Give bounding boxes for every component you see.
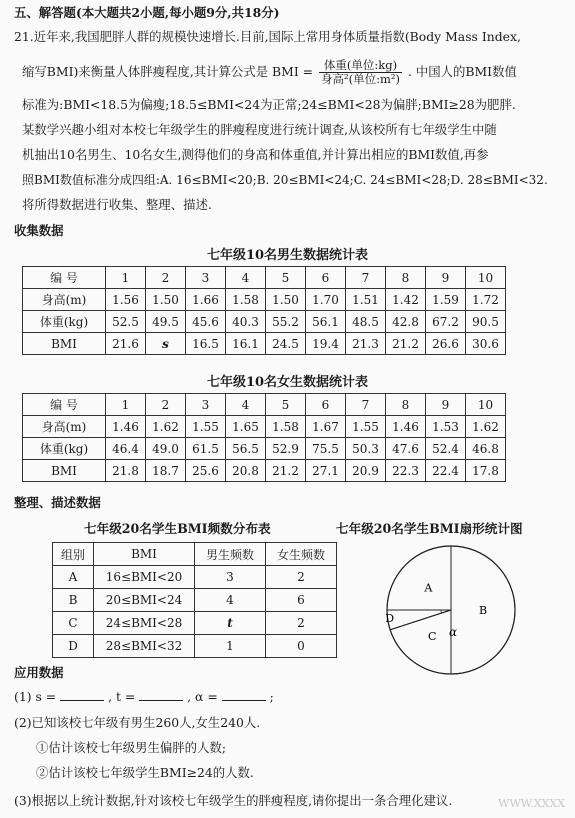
question-3: (3)根据以上统计数据,针对该校七年级学生的胖瘦程度,请你提出一条合理化建议. (14, 793, 453, 808)
table-cell: 16≤BMI<20 (94, 566, 195, 589)
table-cell: 21.8 (106, 460, 146, 482)
boys-data-table (22, 266, 506, 355)
formula-denominator: 身高²(单位:m²) (321, 72, 400, 86)
q1-s-blank[interactable] (60, 688, 104, 701)
table-cell: 49.0 (146, 438, 186, 460)
formula-numerator: 体重(单位:kg) (319, 59, 402, 73)
table-cell: 体重(kg) (23, 311, 106, 333)
table-cell: 17.8 (466, 460, 506, 482)
table-cell: BMI (23, 460, 106, 482)
table-cell: 67.2 (426, 311, 466, 333)
table-cell: 1.55 (186, 416, 226, 438)
table-cell: 编 号 (23, 267, 106, 289)
table-cell: 55.2 (266, 311, 306, 333)
table-cell: 9 (426, 394, 466, 416)
table-cell: 42.8 (386, 311, 426, 333)
table-cell: 6 (266, 589, 337, 612)
table-cell: 3 (186, 394, 226, 416)
table-cell: 4 (195, 589, 266, 612)
table-cell: A (53, 566, 94, 589)
table-cell: 24≤BMI<28 (94, 612, 195, 635)
table-cell: 1 (106, 394, 146, 416)
table-cell: 26.6 (426, 333, 466, 355)
table-row (53, 566, 337, 589)
pie-label-c: C (427, 629, 437, 643)
table-cell: 女生频数 (266, 543, 337, 566)
problem-line-4: 某数学兴趣小组对本校七年级学生的胖瘦程度进行统计调查,从该校所有七年级学生中随 (22, 122, 497, 137)
table-cell: 56.1 (306, 311, 346, 333)
table-cell: 组别 (53, 543, 94, 566)
table-header-row (53, 543, 337, 566)
freq-table-title: 七年级20名学生BMI频数分布表 (84, 521, 271, 536)
table-cell: 男生频数 (195, 543, 266, 566)
pie-slice-a (387, 546, 451, 610)
table-cell: 1.46 (386, 416, 426, 438)
bmi-pie-chart (381, 540, 521, 680)
table-cell: 45.6 (186, 311, 226, 333)
table-row (53, 589, 337, 612)
table-cell: 19.4 (306, 333, 346, 355)
table-cell: 1.53 (426, 416, 466, 438)
alpha-label: α (449, 625, 458, 639)
q1-t-blank[interactable] (139, 688, 183, 701)
table-cell: 5 (266, 394, 306, 416)
table-cell: 1.55 (346, 416, 386, 438)
table-cell: 8 (386, 394, 426, 416)
table-cell: 1.42 (386, 289, 426, 311)
table-cell: 61.5 (186, 438, 226, 460)
table-cell: 20.9 (346, 460, 386, 482)
table-cell: 1.50 (146, 289, 186, 311)
question-2: (2)已知该校七年级有男生260人,女生240人. (14, 715, 261, 730)
table-cell: 21.2 (386, 333, 426, 355)
table-cell: 16.1 (226, 333, 266, 355)
q1-s-label: (1) s = (14, 689, 57, 704)
table-cell: t (195, 612, 266, 635)
table-cell: 7 (346, 267, 386, 289)
table-cell: 2 (266, 566, 337, 589)
table-cell: 6 (306, 394, 346, 416)
problem-line-6: 照BMI数值标准分成四组:A. 16≤BMI<20;B. 20≤BMI<24;C. 24≤BMI<28;D. 28≤BMI<32. (22, 173, 548, 187)
problem-line-3: 标准为:BMI<18.5为偏瘦;18.5≤BMI<24为正常;24≤BMI<28为偏胖;BMI≥28为肥胖. (22, 97, 516, 112)
table-cell: 1.58 (226, 289, 266, 311)
problem-line-2 (22, 58, 567, 86)
table-row (23, 438, 506, 460)
boys-table-title: 七年级10名男生数据统计表 (206, 248, 369, 263)
table-cell: 1.67 (306, 416, 346, 438)
watermark: WWW.XXXX (498, 797, 565, 810)
table-cell: 体重(kg) (23, 438, 106, 460)
table-cell: 50.3 (346, 438, 386, 460)
table-cell: 身高(m) (23, 416, 106, 438)
pie-label-d: D (385, 611, 395, 625)
table-cell: 20≤BMI<24 (94, 589, 195, 612)
table-cell: 48.5 (346, 311, 386, 333)
table-cell: 46.4 (106, 438, 146, 460)
table-cell: 1.46 (106, 416, 146, 438)
table-cell: 22.4 (426, 460, 466, 482)
table-cell: 1.50 (266, 289, 306, 311)
table-cell: 52.9 (266, 438, 306, 460)
table-cell: 16.5 (186, 333, 226, 355)
table-cell: 10 (466, 394, 506, 416)
collect-label: 收集数据 (14, 223, 64, 238)
bmi-frequency-table (52, 542, 337, 658)
pie-chart-title: 七年级20名学生BMI扇形统计图 (336, 521, 523, 536)
table-cell: 28≤BMI<32 (94, 635, 195, 658)
table-cell: 21.2 (266, 460, 306, 482)
table-cell: 1.70 (306, 289, 346, 311)
table-row (23, 333, 506, 355)
table-cell: 1.51 (346, 289, 386, 311)
table-cell: B (53, 589, 94, 612)
formula-suffix: . 中国人的BMI数值 (407, 64, 517, 79)
table-cell: 1.62 (466, 416, 506, 438)
q1-end: ; (269, 689, 274, 704)
bmi-formula (319, 59, 402, 86)
section-header: 五、解答题(本大题共2小题,每小题9分,共18分) (14, 5, 280, 20)
table-cell: s (146, 333, 186, 355)
girls-table-title: 七年级10名女生数据统计表 (206, 375, 369, 390)
table-cell: 27.1 (306, 460, 346, 482)
table-cell: 22.3 (386, 460, 426, 482)
table-cell: 52.5 (106, 311, 146, 333)
question-2-2: ②估计该校七年级学生BMI≥24的人数. (36, 765, 254, 780)
table-cell: 90.5 (466, 311, 506, 333)
q1-alpha-blank[interactable] (222, 688, 266, 701)
table-cell: 2 (146, 394, 186, 416)
problem-line-1: 21.近年来,我国肥胖人群的规模快速增长.目前,国际上常用身体质量指数(Body Mass Index, (14, 29, 521, 44)
table-cell: 4 (226, 267, 266, 289)
question-2-1: ①估计该校七年级男生偏胖的人数; (36, 740, 227, 755)
table-cell: 1.59 (426, 289, 466, 311)
table-cell: 75.5 (306, 438, 346, 460)
table-row (53, 635, 337, 658)
table-cell: 56.5 (226, 438, 266, 460)
table-row (23, 289, 506, 311)
table-cell: 3 (195, 566, 266, 589)
table-cell: 47.6 (386, 438, 426, 460)
question-1 (14, 688, 567, 706)
table-row (23, 460, 506, 482)
organize-label: 整理、描述数据 (14, 495, 101, 510)
table-cell: 40.3 (226, 311, 266, 333)
table-cell: BMI (94, 543, 195, 566)
table-cell: 4 (226, 394, 266, 416)
table-cell: 21.6 (106, 333, 146, 355)
problem-line-7: 将所得数据进行收集、整理、描述. (22, 197, 212, 212)
table-cell: 2 (146, 267, 186, 289)
table-cell: 1.65 (226, 416, 266, 438)
table-cell: 49.5 (146, 311, 186, 333)
pie-label-a: A (424, 581, 433, 595)
girls-data-table (22, 393, 506, 482)
table-cell: 9 (426, 267, 466, 289)
table-cell: 10 (466, 267, 506, 289)
table-cell: 6 (306, 267, 346, 289)
table-cell: 1.58 (266, 416, 306, 438)
table-cell: 2 (266, 612, 337, 635)
table-cell: BMI (23, 333, 106, 355)
table-cell: 46.8 (466, 438, 506, 460)
table-header-row (23, 394, 506, 416)
table-cell: 身高(m) (23, 289, 106, 311)
table-cell: 52.4 (426, 438, 466, 460)
table-cell: 25.6 (186, 460, 226, 482)
table-cell: C (53, 612, 94, 635)
table-cell: 1.66 (186, 289, 226, 311)
table-cell: 24.5 (266, 333, 306, 355)
problem-line-5: 机抽出10名男生、10名女生,测得他们的身高和体重值,并计算出相应的BMI数值,再参 (22, 147, 489, 162)
table-row (23, 311, 506, 333)
q1-alpha-label: , α = (187, 689, 218, 704)
table-cell: 1 (106, 267, 146, 289)
q1-t-label: , t = (108, 689, 136, 704)
table-cell: 30.6 (466, 333, 506, 355)
table-cell: 1.62 (146, 416, 186, 438)
table-cell: 8 (386, 267, 426, 289)
table-cell: 1.56 (106, 289, 146, 311)
table-header-row (23, 267, 506, 289)
table-cell: 20.8 (226, 460, 266, 482)
table-cell: D (53, 635, 94, 658)
table-cell: 3 (186, 267, 226, 289)
apply-label: 应用数据 (14, 665, 64, 680)
table-cell: 1.72 (466, 289, 506, 311)
table-cell: 18.7 (146, 460, 186, 482)
table-row (53, 612, 337, 635)
table-row (23, 416, 506, 438)
table-cell: 0 (266, 635, 337, 658)
formula-prefix: 缩写BMI)来衡量人体胖瘦程度,其计算公式是 BMI = (22, 64, 314, 79)
pie-label-b: B (478, 604, 488, 617)
table-cell: 1 (195, 635, 266, 658)
table-cell: 编 号 (23, 394, 106, 416)
table-cell: 7 (346, 394, 386, 416)
table-cell: 5 (266, 267, 306, 289)
table-cell: 21.3 (346, 333, 386, 355)
